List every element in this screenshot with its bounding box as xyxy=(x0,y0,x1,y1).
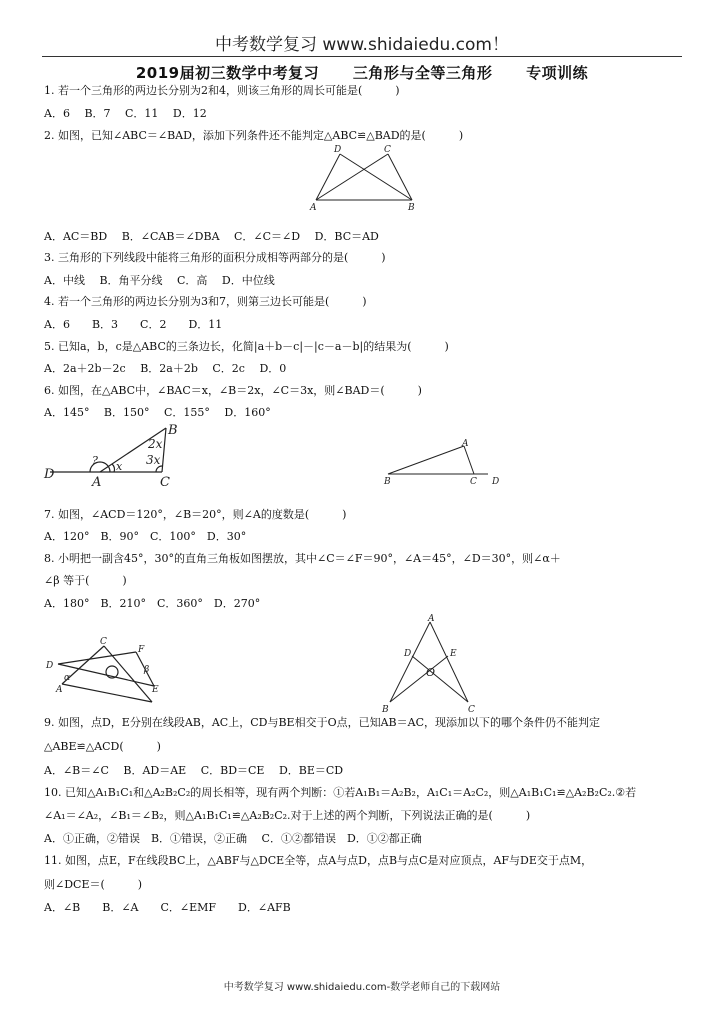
question-11-cont: 则∠DCE＝( ) xyxy=(44,878,143,891)
page-footer: 中考数学复习 www.shidaiedu.com-数学老师自己的下载网站 xyxy=(223,982,501,993)
title-topic: 三角形与全等三角形 xyxy=(352,64,493,82)
question-7: 7. 如图，∠ACD＝120°，∠B＝20°，则∠A的度数是( ) xyxy=(44,508,347,521)
site-header: 中考数学复习 www.shidaiedu.com！ xyxy=(215,35,509,55)
label-q8-C: C xyxy=(100,637,107,647)
label-q2-A: A xyxy=(310,203,317,213)
header-divider xyxy=(42,56,682,57)
label-q8-F: F xyxy=(138,645,145,655)
question-8: 8. 小明把一副含45°，30°的直角三角板如图摆放，其中∠C＝∠F＝90°，∠A＝45°，∠D＝30°，则∠α＋ xyxy=(44,552,561,565)
label-q9-D: D xyxy=(404,649,412,659)
label-q6-3x: 3x xyxy=(146,453,161,467)
question-8-options: A．180° B．210° C．360° D．270° xyxy=(44,597,261,610)
title-year: 2019届初三数学中考复习 xyxy=(135,64,320,82)
label-q6-2x: 2x xyxy=(148,437,163,451)
label-q9-C: C xyxy=(468,705,475,714)
label-q7-B: B xyxy=(384,477,391,487)
figure-q8 xyxy=(42,634,172,714)
question-9-cont: △ABE≌△ACD( ) xyxy=(44,740,161,753)
question-4: 4. 若一个三角形的两边长分别为3和7，则第三边长可能是( ) xyxy=(44,295,367,308)
label-q6-x: x xyxy=(116,460,123,473)
label-q8-A: A xyxy=(56,685,63,695)
figure-q9 xyxy=(376,614,486,714)
question-10: 10. 已知△A₁B₁C₁和△A₂B₂C₂的周长相等，现有两个判断：①若A₁B₁＝A₂B₂，A₁C₁＝A₂C₂，则△A₁B₁C₁≌△A₂B₂C₂.②若 xyxy=(44,786,637,799)
question-2-options: A．AC＝BD B．∠CAB＝∠DBA C．∠C＝∠D D．BC＝AD xyxy=(44,230,379,243)
question-10-cont: ∠A₁＝∠A₂，∠B₁＝∠B₂，则△A₁B₁C₁≌△A₂B₂C₂.对于上述的两个判断，下列说法正确的是( ) xyxy=(44,809,531,822)
label-q6-C: C xyxy=(160,475,170,490)
label-q6-D: D xyxy=(44,467,55,482)
question-1: 1. 若一个三角形的两边长分别为2和4，则该三角形的周长可能是( ) xyxy=(44,84,400,97)
label-q7-A: A xyxy=(462,439,469,449)
page-title xyxy=(0,62,724,83)
label-q9-O: O xyxy=(426,666,436,679)
label-q9-B: B xyxy=(382,705,389,714)
question-11-options: A．∠B B．∠A C．∠EMF D．∠AFB xyxy=(44,901,291,914)
figure-q6 xyxy=(42,420,192,490)
label-q6-B: B xyxy=(168,423,178,438)
question-9: 9. 如图，点D，E分别在线段AB，AC上，CD与BE相交于O点，已知AB＝AC，现添加以下的哪个条件仍不能判定 xyxy=(44,716,600,729)
label-q2-D: D xyxy=(334,145,342,155)
question-8-cont: ∠β 等于( ) xyxy=(44,574,127,587)
label-q2-B: B xyxy=(408,203,415,213)
label-q9-A: A xyxy=(428,614,435,624)
label-q2-C: C xyxy=(384,145,391,155)
figure-q7 xyxy=(380,436,510,490)
question-4-options: A．6 B．3 C．2 D．11 xyxy=(44,318,223,331)
label-q6-A: A xyxy=(92,475,102,490)
label-q8-D: D xyxy=(46,661,54,671)
label-q8-E: E xyxy=(152,685,159,695)
question-3-options: A．中线 B．角平分线 C．高 D．中位线 xyxy=(44,274,275,287)
question-3: 3. 三角形的下列线段中能将三角形的面积分成相等两部分的是( ) xyxy=(44,251,386,264)
question-7-options: A．120° B．90° C．100° D．30° xyxy=(44,530,247,543)
question-11: 11. 如图，点E，F在线段BC上，△ABF与△DCE全等，点A与点D，点B与点C是对应顶点，AF与DE交于点M， xyxy=(44,854,593,867)
label-q6-q: ? xyxy=(92,454,98,467)
label-q9-E: E xyxy=(450,649,457,659)
question-1-options: A．6 B．7 C．11 D．12 xyxy=(44,107,207,120)
label-q7-C: C xyxy=(470,477,477,487)
question-6-options: A．145° B．150° C．155° D．160° xyxy=(44,406,271,419)
question-5-options: A．2a＋2b－2c B．2a＋2b C．2c D．0 xyxy=(44,362,287,375)
title-kind: 专项训练 xyxy=(526,64,589,82)
question-5: 5. 已知a，b，c是△ABC的三条边长，化简|a＋b－c|－|c－a－b|的结果为( ) xyxy=(44,340,449,353)
figure-q2 xyxy=(300,142,440,214)
label-q8-alpha: α xyxy=(64,673,71,683)
label-q7-D: D xyxy=(492,477,500,487)
label-q8-beta: β xyxy=(144,665,150,675)
question-9-options: A．∠B＝∠C B．AD＝AE C．BD＝CE D．BE＝CD xyxy=(44,764,344,777)
question-2: 2. 如图，已知∠ABC＝∠BAD，添加下列条件还不能判定△ABC≌△BAD的是( ) xyxy=(44,129,464,142)
question-6: 6. 如图，在△ABC中，∠BAC＝x，∠B＝2x，∠C＝3x，则∠BAD＝( ) xyxy=(44,384,422,397)
question-10-options: A．①正确，②错误 B．①错误，②正确 C．①②都错误 D．①②都正确 xyxy=(44,832,422,845)
